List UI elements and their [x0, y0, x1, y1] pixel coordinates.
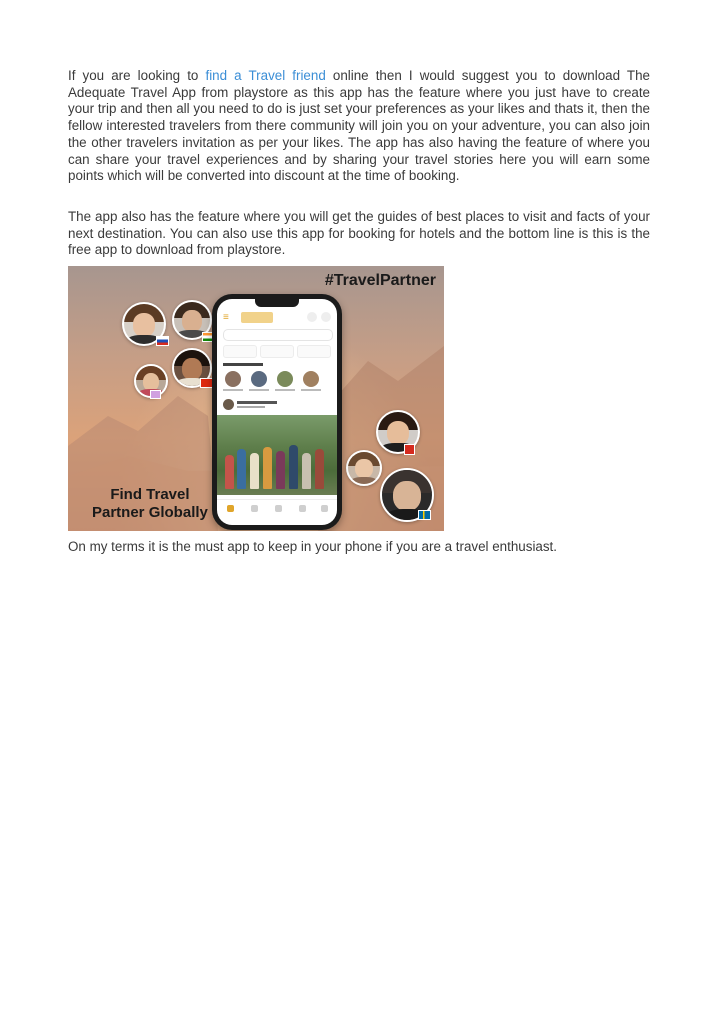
app-tab-bar: [217, 499, 337, 520]
photo-person: [315, 449, 324, 489]
recent-trips-row: [223, 371, 331, 395]
chat-tab-icon: [299, 505, 306, 512]
photo-person: [237, 449, 246, 489]
category-pill: [223, 345, 257, 358]
trip-avatar: [225, 371, 241, 387]
photo-person: [302, 453, 311, 489]
app-header: [223, 311, 331, 325]
trip-name: [301, 389, 321, 391]
notification-icon: [307, 312, 317, 322]
russia-flag-icon: [156, 336, 169, 346]
trip-avatar: [277, 371, 293, 387]
post-author-name: [237, 401, 277, 404]
profile-tab-icon: [321, 505, 328, 512]
app-search-bar: [223, 329, 333, 341]
add-tab-icon: [275, 505, 282, 512]
hashtag-title: #TravelPartner: [324, 272, 436, 289]
photo-person: [263, 447, 272, 489]
tagline-line-2: Partner Globally: [92, 504, 208, 521]
profile-icon: [321, 312, 331, 322]
home-tab-icon: [227, 505, 234, 512]
phone-notch: [255, 299, 299, 307]
hamburger-menu-icon: ≡: [223, 312, 229, 323]
intro-text-after: online then I would suggest you to download The Adequate Travel App from playstore as this app has the feature where you just have to create your trip and then all you need to do is just set your preferences as your likes and thats it, then the fellow interested travelers from there community will join you on your adventure, you can also join the other travelers invitation as per your likes. The app has also having the feature of where you can share your travel experiences and by sharing your travel stories here you will earn some points which will be converted into discount at the time of booking.: [68, 68, 650, 184]
travel-friend-link[interactable]: find a Travel friend: [205, 68, 326, 83]
photo-person: [225, 455, 234, 489]
intro-text-before: If you are looking to: [68, 68, 206, 83]
phone-mockup: [212, 294, 342, 530]
travel-partner-banner: [68, 266, 444, 531]
post-meta: [237, 406, 265, 408]
app-logo: [241, 312, 273, 323]
trip-name: [223, 389, 243, 391]
post-author-avatar: [223, 399, 234, 410]
switzerland-flag-icon: [404, 444, 415, 455]
paragraph-features: The app also has the feature where you will get the guides of best places to visit and facts of your next destination. You can also use this app for booking for hotels and the bottom line is this is the free app to download from playstore.: [68, 209, 650, 258]
trip-avatar: [251, 371, 267, 387]
app-category-pills: [223, 345, 331, 357]
traveler-avatar-6: [346, 450, 382, 486]
recent-trips-heading: [223, 363, 263, 366]
paragraph-conclusion: On my terms it is the must app to keep in your phone if you are a travel enthusiast.: [68, 539, 558, 554]
photo-person: [250, 453, 259, 489]
group-travel-photo: [217, 415, 337, 495]
paragraph-intro: [68, 68, 650, 185]
trip-name: [249, 389, 269, 391]
search-tab-icon: [251, 505, 258, 512]
app-screen: [217, 299, 337, 525]
flag-icon: [150, 390, 161, 399]
banner-tagline: [92, 486, 208, 522]
photo-person: [289, 445, 298, 489]
category-pill: [260, 345, 294, 358]
tagline-line-1: Find Travel: [110, 486, 190, 503]
post-header: [223, 399, 331, 411]
trip-name: [275, 389, 295, 391]
photo-person: [276, 451, 285, 489]
sweden-flag-icon: [418, 510, 431, 520]
trip-avatar: [303, 371, 319, 387]
category-pill: [297, 345, 331, 358]
